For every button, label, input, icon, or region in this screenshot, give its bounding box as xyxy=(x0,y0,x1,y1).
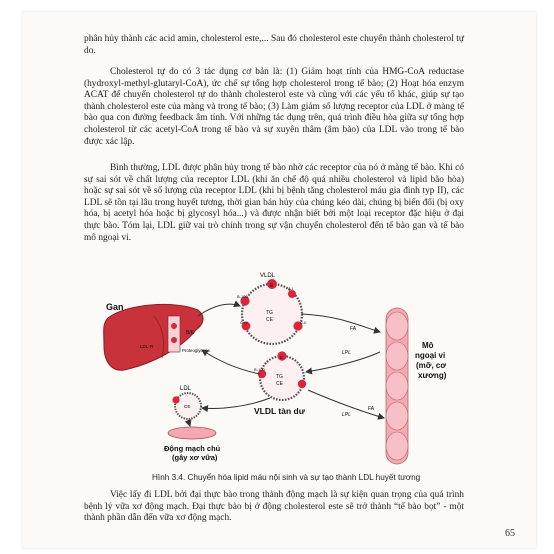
paragraph-3: Bình thường, LDL được phân hủy trong tế bào nhờ các receptor của nó ở màng tế bào. Khi có sự sai sót về chất lượng của receptor LDL (khi ăn chế độ quá nhiều cholesterol và lipid bão hòa) hoặc sự sai sót về số lượng của receptor LDL (khi bị bệnh tăng cholesterol máu gia đình typ II), các LDL sẽ tồn tại lâu trong huyết tương, thời gian bán hủy của chúng kéo dài, chúng bị biến đổi (bị oxy hóa, bị acetyl hóa hoặc bị glycosyl hóa...) và được nhận biết bởi một loại receptor đặc hiệu ở đại thực bào. Tóm lại, LDL giữ vai trò chính trong sự vận chuyển cholesterol đến tế bào gan và tế bào mô ngoại vi. xyxy=(84,163,464,243)
label-remnant-b100: B-100 xyxy=(254,367,265,372)
arrow-liver-to-vldl xyxy=(198,304,240,316)
label-xuong: xương) xyxy=(418,371,447,380)
label-proteoglycans: Proteoglycans xyxy=(182,348,210,353)
label-fa-bottom: FA xyxy=(368,406,375,412)
label-gay-xo-vua: (gây xơ vữa) xyxy=(172,453,218,462)
paragraph-1: phân hủy thành các acid amin, cholesterol este,... Sau đó cholesterol este chuyển thành cholesterol tự do. xyxy=(84,34,464,56)
peripheral-tissue-cells xyxy=(386,308,408,464)
label-dong-mach-chu: Động mạch chủ xyxy=(164,444,221,453)
label-vldl-ce: CE xyxy=(266,317,273,323)
aorta-shape xyxy=(168,427,216,439)
label-remnant-ce: CE xyxy=(276,381,283,387)
label-vldl: VLDL xyxy=(260,273,276,279)
apo-a1-marker xyxy=(288,290,296,298)
paragraph-4: Việc lấy đi LDL bởi đại thực bào trong thành động mạch là sự kiện quan trọng của quá trình bệnh lý vữa xơ động mạch. Đại thực bào bị ở động cholesterol este sẽ trở thành “tế bào bọt” - một thành phần dẫn đến vữa xơ động mạch. xyxy=(84,490,464,524)
label-ngoai-vi: ngoại vi xyxy=(415,351,446,360)
label-vldl-b100: B-100 xyxy=(237,294,248,299)
label-mo: Mô xyxy=(422,341,434,350)
label-vldl-c3: C-III xyxy=(240,320,248,325)
lipid-metabolism-diagram xyxy=(80,266,510,471)
label-b-e: B/E xyxy=(186,330,195,336)
label-remnant-e: E xyxy=(280,355,284,360)
label-vldl-c2: C-II xyxy=(300,320,307,325)
label-vldl-e: E xyxy=(270,283,274,289)
paragraph-2: Cholesterol tự do có 3 tác dụng cơ bản là: (1) Giảm hoạt tính của HMG-CoA reductase (hydroxyl-methyl-glutaryl-CoA), ức chế sự tổng hợp cholesterol trong tế bào; (2) Hoạt hóa enzym ACAT để chuyển cholesterol tự do thành cholesterol este và cùng với các yếu tố khác, giúp sự tạo thành cholesterol este của màng và trong tế bào; (3) Làm giảm số lượng receptor của LDL ở màng tế bào qua con đường feedback âm tính. Với những tác dụng trên, quá trình điều hòa giữa sự tổng hợp cholesterol từ các acetyl-CoA trong tế bào và sự xuyên thâm (âm bào) của LDL vào trong tế bào được xác lập. xyxy=(84,67,464,147)
label-vldl-tg: TG xyxy=(266,310,273,316)
liver-illustration xyxy=(104,304,203,370)
arrow-vldl-to-tissue xyxy=(302,314,380,332)
label-fa-top: FA xyxy=(350,326,357,332)
page-number: 65 xyxy=(505,528,515,539)
arrow-remnant-to-liver xyxy=(202,350,260,374)
label-ldl-r: LDL-R xyxy=(140,344,154,349)
book-page xyxy=(22,12,536,548)
label-remnant-tg: TG xyxy=(276,374,283,380)
label-lpl-top: LPL xyxy=(342,350,351,356)
label-ldl-ce: CE xyxy=(184,404,191,409)
label-gan: Gan xyxy=(106,302,124,312)
label-vldl-a1: A-I xyxy=(288,286,294,291)
label-vldl-tan-du: VLDL tàn dư xyxy=(254,406,305,416)
label-lpl-bottom: LPL xyxy=(342,412,351,418)
label-mo-co: (mỡ, cơ xyxy=(416,361,447,370)
figure-caption: Hình 3.4. Chuyển hóa lipid máu nội sinh và sự tạo thành LDL huyết tương xyxy=(152,473,421,482)
arrow-ldl-to-aorta xyxy=(188,420,190,426)
label-ldl: LDL xyxy=(180,386,192,392)
